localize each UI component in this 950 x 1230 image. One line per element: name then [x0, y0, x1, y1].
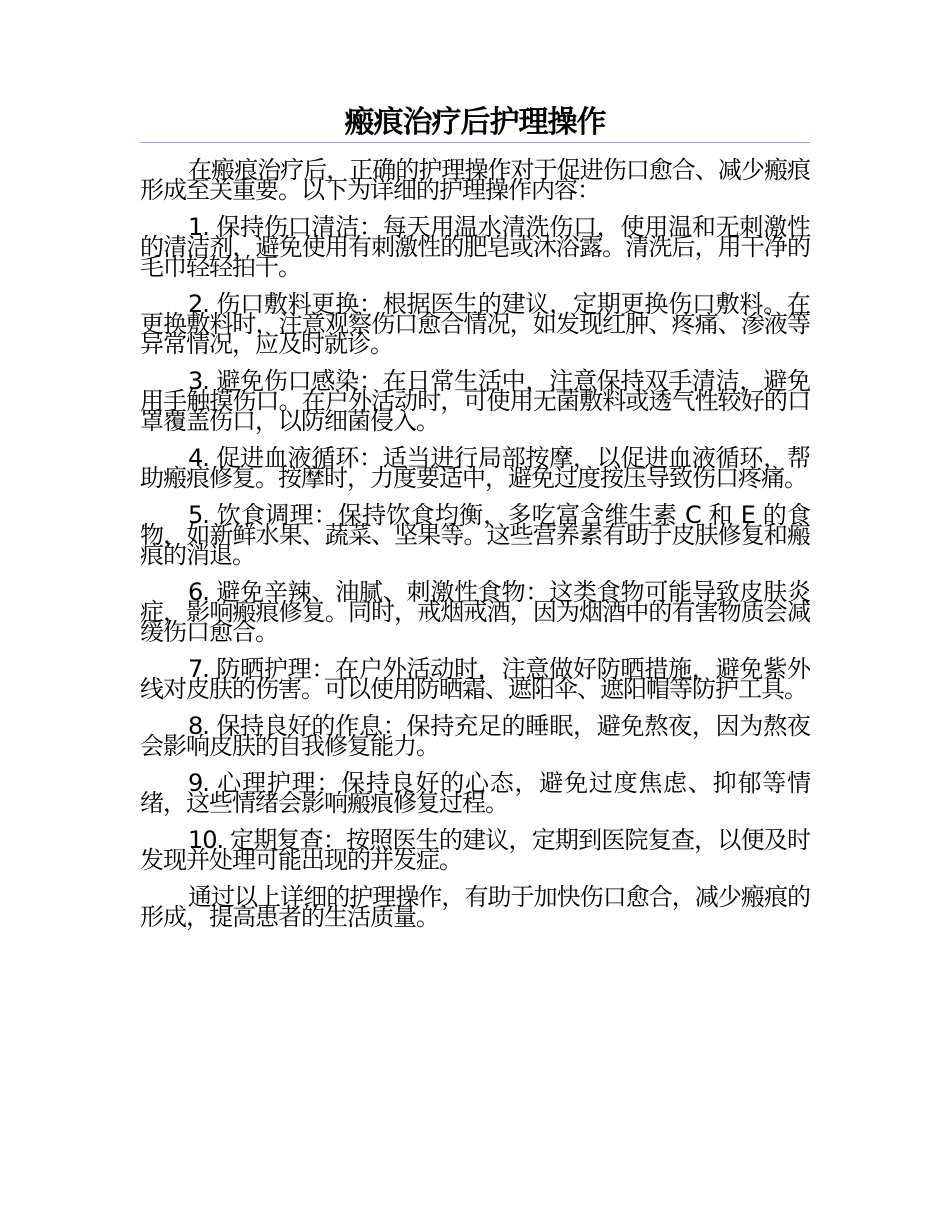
care-item-6-paragraph: 6. 避免辛辣、油腻、刺激性食物：这类食物可能导致皮肤炎症，影响瘢痕修复。同时，戒烟戒酒，因为烟酒中的有害物质会减缓伤口愈合。 — [140, 578, 810, 646]
title-bar — [140, 104, 810, 143]
conclusion-paragraph: 通过以上详细的护理操作，有助于加快伤口愈合，减少瘢痕的形成，提高患者的生活质量。 — [140, 883, 810, 931]
care-item-2-paragraph: 2. 伤口敷料更换：根据医生的建议，定期更换伤口敷料。在更换敷料时，注意观察伤口愈合情况，如发现红肿、疼痛、渗液等异常情况，应及时就诊。 — [140, 290, 810, 358]
care-item-4-paragraph: 4. 促进血液循环：适当进行局部按摩，以促进血液循环，帮助瘢痕修复。按摩时，力度要适中，避免过度按压导致伤口疼痛。 — [140, 444, 810, 492]
care-item-3-paragraph: 3. 避免伤口感染：在日常生活中，注意保持双手清洁，避免用手触摸伤口。在户外活动时，可使用无菌敷料或透气性较好的口罩覆盖伤口，以防细菌侵入。 — [140, 367, 810, 435]
care-item-1-paragraph: 1. 保持伤口清洁：每天用温水清洗伤口，使用温和无刺激性的清洁剂，避免使用有刺激性的肥皂或沐浴露。清洗后，用干净的毛巾轻轻拍干。 — [140, 213, 810, 281]
care-item-5-paragraph: 5. 饮食调理：保持饮食均衡，多吃富含维生素 C 和 E 的食物，如新鲜水果、蔬菜、坚果等。这些营养素有助于皮肤修复和瘢痕的消退。 — [140, 501, 810, 569]
document-body — [140, 156, 810, 944]
care-item-7-paragraph: 7. 防晒护理：在户外活动时，注意做好防晒措施，避免紫外线对皮肤的伤害。可以使用防晒霜、遮阳伞、遮阳帽等防护工具。 — [140, 655, 810, 703]
intro-paragraph: 在瘢痕治疗后，正确的护理操作对于促进伤口愈合、减少瘢痕形成至关重要。以下为详细的护理操作内容： — [140, 156, 810, 204]
care-item-8-paragraph: 8. 保持良好的作息：保持充足的睡眠，避免熬夜，因为熬夜会影响皮肤的自我修复能力。 — [140, 712, 810, 760]
care-item-10-paragraph: 10. 定期复查：按照医生的建议，定期到医院复查，以便及时发现并处理可能出现的并发症。 — [140, 826, 810, 874]
page-title: 瘢痕治疗后护理操作 — [344, 105, 606, 140]
care-item-9-paragraph: 9. 心理护理：保持良好的心态，避免过度焦虑、抑郁等情绪，这些情绪会影响瘢痕修复过程。 — [140, 769, 810, 817]
